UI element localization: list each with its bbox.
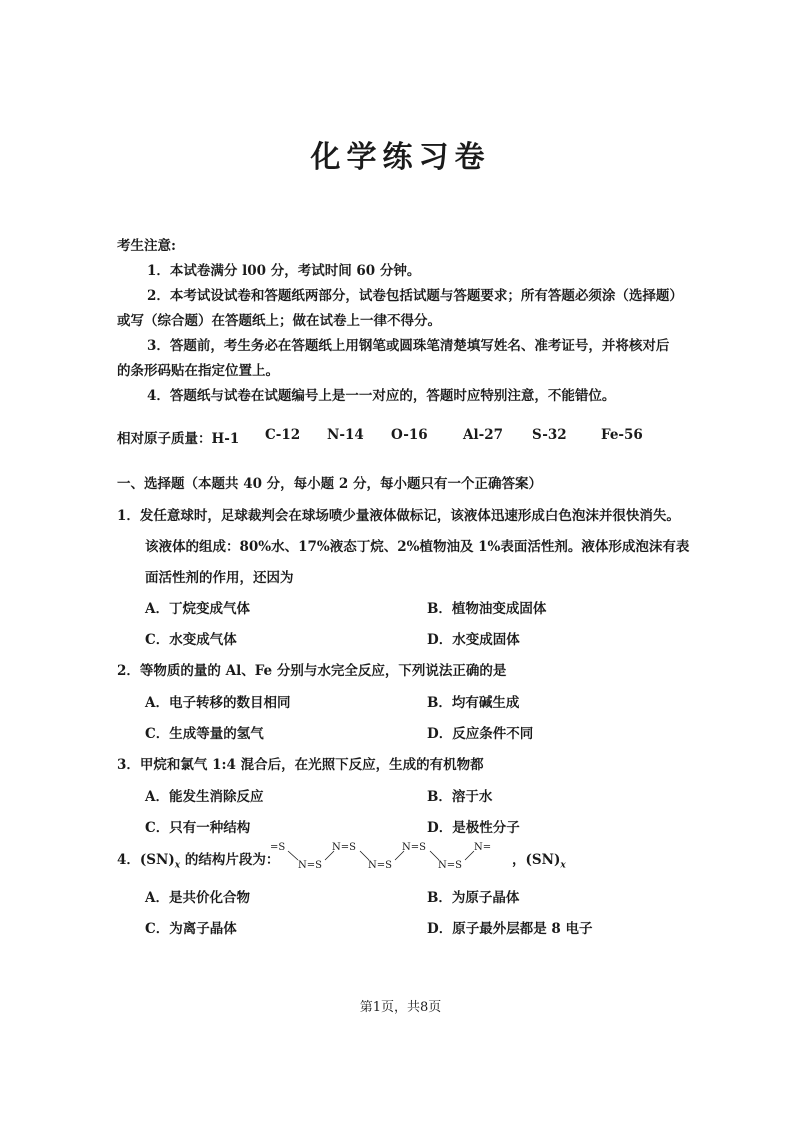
- chain-bottom-atom: N=S: [438, 860, 462, 871]
- atomic-mass-value: C-12: [265, 427, 301, 443]
- question-2-option-c[interactable]: C．生成等量的氢气: [145, 726, 264, 742]
- chain-bond: [360, 851, 369, 860]
- question-4-option-a[interactable]: A．是共价化合物: [145, 890, 250, 906]
- chain-bond: [430, 851, 439, 860]
- question-4-stem-suffix: [512, 848, 566, 871]
- question-4-stem: [117, 848, 279, 871]
- chain-bottom-atom: N=S: [368, 860, 392, 871]
- question-4-stem-subscript: x: [174, 860, 181, 871]
- atomic-mass-value: N-14: [327, 427, 364, 443]
- chain-top-atom: =S: [270, 842, 286, 853]
- question-4-suffix-text: ，(SN): [512, 852, 561, 868]
- chain-top-atom: N=S: [332, 842, 356, 853]
- question-1-stem: 1．发任意球时，足球裁判会在球场喷少量液体做标记，该液体迅速形成白色泡沫并很快消失。: [117, 508, 680, 524]
- question-2-option-d[interactable]: D．反应条件不同: [427, 726, 534, 742]
- question-4-option-d[interactable]: D．原子最外层都是 8 电子: [427, 921, 593, 937]
- atomic-mass-label: 相对原子质量：H-1: [117, 431, 240, 447]
- page-footer: 第1页，共8页: [359, 1000, 442, 1015]
- notice-item-1: 1．本试卷满分 l00 分，考试时间 60 分钟。: [147, 263, 421, 279]
- notice-item-2: 2．本考试设试卷和答题纸两部分，试卷包括试题与答题要求；所有答题必须涂（选择题）: [147, 288, 683, 304]
- question-1-option-b[interactable]: B．植物油变成固体: [427, 601, 547, 617]
- chain-bond: [465, 851, 474, 860]
- question-3-stem: 3．甲烷和氯气 1:4 混合后，在光照下反应，生成的有机物都: [117, 757, 484, 773]
- page-title: 化学练习卷: [310, 140, 491, 175]
- question-4-option-c[interactable]: C．为离子晶体: [145, 921, 237, 937]
- question-2-option-b[interactable]: B．均有碱生成: [427, 695, 520, 711]
- question-1-stem-cont: 面活性剂的作用，还因为: [145, 570, 294, 586]
- atomic-mass-value: Al-27: [463, 427, 503, 443]
- notice-item-3-cont: 的条形码贴在指定位置上。: [117, 363, 279, 379]
- question-2-option-a[interactable]: A．电子转移的数目相同: [145, 695, 291, 711]
- atomic-mass-value: Fe-56: [601, 427, 643, 443]
- notice-item-2-cont: 或写（综合题）在答题纸上；做在试卷上一律不得分。: [117, 313, 441, 329]
- chain-top-atom: N=: [474, 842, 492, 853]
- notice-heading: 考生注意:: [117, 238, 176, 254]
- question-4-option-b[interactable]: B．为原子晶体: [427, 890, 520, 906]
- question-2-stem: 2．等物质的量的 Al、Fe 分别与水完全反应，下列说法正确的是: [117, 663, 507, 679]
- question-1-stem-cont: 该液体的组成：80%水、17%液态丁烷、2%植物油及 1%表面活性剂。液体形成泡沫有表: [145, 539, 690, 555]
- sn-chain-structure: [268, 838, 508, 874]
- question-4-suffix-subscript: x: [560, 860, 566, 871]
- atomic-mass-value: S-32: [532, 427, 567, 443]
- chain-bottom-atom: N=S: [298, 860, 322, 871]
- question-1-option-c[interactable]: C．水变成气体: [145, 632, 237, 648]
- question-4-stem-prefix: 4．(SN): [117, 852, 175, 868]
- question-1-option-d[interactable]: D．水变成固体: [427, 632, 520, 648]
- notice-item-3: 3．答题前，考生务必在答题纸上用钢笔或圆珠笔清楚填写姓名、准考证号，并将核对后: [147, 338, 670, 354]
- chain-top-atom: N=S: [402, 842, 426, 853]
- question-3-option-b[interactable]: B．溶于水: [427, 789, 493, 805]
- question-3-option-a[interactable]: A．能发生消除反应: [145, 789, 264, 805]
- question-1-option-a[interactable]: A．丁烷变成气体: [145, 601, 250, 617]
- question-3-option-d[interactable]: D．是极性分子: [427, 820, 520, 836]
- question-3-option-c[interactable]: C．只有一种结构: [145, 820, 251, 836]
- notice-item-4: 4．答题纸与试卷在试题编号上是一一对应的，答题时应特别注意，不能错位。: [147, 388, 616, 404]
- question-4-stem-mid: 的结构片段为：: [180, 852, 280, 868]
- chain-bond: [288, 851, 298, 860]
- section-heading: 一、选择题（本题共 40 分，每小题 2 分，每小题只有一个正确答案）: [117, 476, 542, 492]
- atomic-mass-value: O-16: [391, 427, 428, 443]
